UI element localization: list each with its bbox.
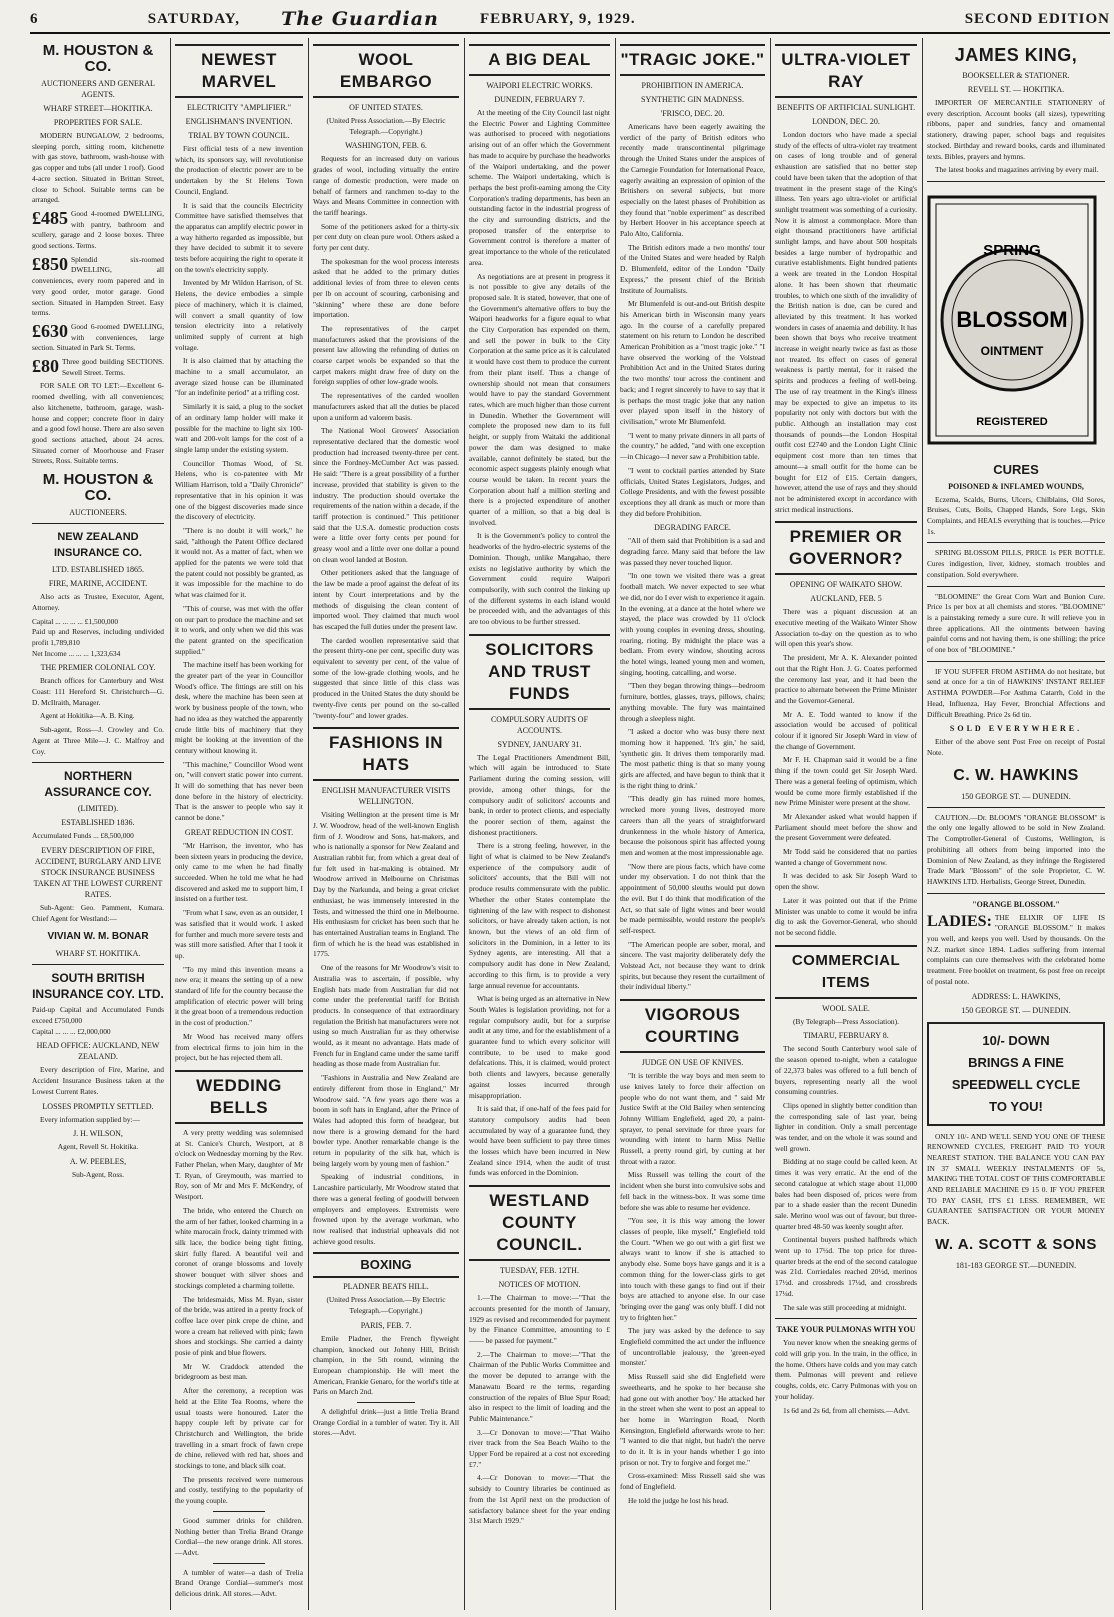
article-paragraph: Similarly it is said, a plug to the socket of an ordinary lamp holder will make it possible for the machine to light six 100-watt and 200-volt lamps for the cost of a single lamp under the existing system. (175, 402, 303, 454)
advert-paragraph: Good summer drinks for children. Nothing better than Trelia Brand Orange Cordial—the new orange drink. All stores.—Advt. (175, 1515, 303, 1557)
article-paragraph: "Then they began throwing things—bedroom furniture, bottles, glasses, trays, pillows, chairs; anything movable. The fury was maintained through a sleepless night. (620, 681, 765, 723)
ad-hawkins-name: C. W. HAWKINS (953, 766, 1079, 784)
article-paragraph: Bidding at no stage could be called keen. At times it was very erratic. At the end of the second catalogue at which stage about 11,000 bales had been disposed of, prices were from par to a shade easier than the recent Dunedin sale. Merino wool was out of favour, but three-quarter bred 48-50 was keenly sought after. (775, 1157, 917, 1231)
headline-fashions-in-hats: FASHIONS IN HATS (313, 727, 459, 781)
ad-orange-blossom-heading: "ORANGE BLOSSOM." (972, 899, 1060, 909)
ad-cures-heading: CURES (993, 461, 1039, 477)
article-paragraph: London doctors who have made a special study of the effects of ultra-violet ray treatment on cases of long trouble and of general exhaustion are satisfied that no better step could have been taken that the adoption of that treatment in the present stage of the King's illness. Ten years ago ultra-violet or artificial sunlight treatment was something of a curiosity. Now it is almost a commonplace. More than eight thousand practitioners have artificial sunlight lamps, and have about 500 hospitals besides a large number of hydropathic and curative establishments. Eight hundred patients a week are treated in the London Hospital alone. It has been shown that rheumatic troubles, to which one sixth of the invalidity of the British nation is due, can be cured and alleviated by this treatment. It has worked wonders in cases of anaemia and debility. It has been shown that boys who receive treatment increase in weight nearly twice as fast as those not treated. Its effect on cases of general weakness is partly mental, for it raised the spirits and produces a feeling of well-being. The use of ray treatment in the King's illness may be expected to give an impetus to its popularity not only with doctors but with the public. Although an installation may cost thousands of pounds—the London Hospital outfit cost £2740 and the London Light Clinic equipment cost more than ten times that amount—a small outfit for the home can be bought for £12 of £15. Certain dangers, however, attend the use of rays and they should not be administered except in accordance with strict medical instructions. (775, 130, 917, 514)
column-big-deal (469, 38, 610, 1610)
headline-tragic-joke: "TRAGIC JOKE." (620, 44, 765, 76)
ad-south-british-sub-role: Sub-Agent, Ross. (72, 1169, 124, 1179)
article-paragraph: 3.—Cr Donovan to move:—"That Waiho river track from the Sea Beach Waiho to the Upper Ford be repaired at a cost not exceeding £7." (469, 1427, 610, 1469)
article-paragraph: The National Wool Growers' Association representative declared that the domestic wool production had increased twenty-three per cent. since the Fordney-McCumber Act was passed. He said: "There is a great possibility of a further increase, provided that stability is given to the industry. The production should overtake the requirements of the nation within a decade, if the tariff protection is continued." This petitioner said that the U.S.A. domestic production costs were a little over forty cents per pound for greasy wool and a little over one dollar a pound on clean wool landed at Boston. (313, 426, 459, 564)
ad-caution-text: CAUTION.—Dr. BLOOM'S "ORANGE BLOSSOM" is the only one legally allowed to be sold in New Zealand. The Comptroller-General of Customs, Wellington, is prohibiting all others from being imported into the Dominion of New Zealand, as they infringe the Registered Trade Mark "Blossom" of the sole Proprietor, C. W. HAWKINS LTD. Herbalists, George Street, Dunedin. (927, 812, 1105, 886)
ad-pulmonas-text: You never know when the sneaking germs of cold will grip you. In the train, in the office, in the home. Others have colds and you may catch them. Pulmonas will prevent and relieve coughs, colds, etc. Carry Pulmonas with you on your holiday. (775, 1338, 917, 1401)
ad-capital-line: Capital ... ... ... £2,000,000 (32, 1026, 111, 1036)
cycle-line: BRINGS A FINE (968, 1054, 1064, 1070)
property-desc: Splendid six-roomed DWELLING, all conveniences, every room papered and in very good order, motor garage. Good section. Situated in Hampden Street. Easy terms. (32, 254, 164, 318)
divider (213, 1563, 264, 1564)
property-listing (32, 209, 164, 252)
headline-commercial-items: COMMERCIAL ITEMS (775, 945, 917, 999)
ad-asthma-text: IF YOU SUFFER FROM ASTHMA do not hesitate, but send at once for a tin of HAWKINS' INSTANT RELIEF ASTHMA POWDER—For Asthma Catarrh, Cold in the Head, Influenza, Hay Fever, Bronchial Affections and Difficult Breathing. Price 2s 6d tin. (927, 666, 1105, 719)
article-paragraph: The jury was asked by the defence to say Englefield committed the act under the influence of uncontrollable jealousy, the 'green-eyed monster.' (620, 1326, 765, 1368)
article-paragraph: The British editors made a two months' tour of the United States and were headed by Ralph D. Blumenfeld, editor of the London "Daily Express," the present chief of the British Institute of Journalists. (620, 242, 765, 295)
seal-text-low: OINTMENT (980, 343, 1044, 358)
headline-newest-marvel: NEWEST MARVEL (175, 44, 303, 98)
ad-james-king-text: The latest books and magazines arriving by every mail. (935, 165, 1099, 175)
subhead: NOTICES OF MOTION. (498, 1280, 581, 1290)
ad-south-british-agent-addr: Agent, Revell St. Hokitika. (57, 1142, 139, 1152)
article-paragraph: Cross-examined: Miss Russell said she was fond of Englefield. (620, 1471, 765, 1492)
seal-text-bottom: REGISTERED (976, 415, 1048, 428)
property-price: £485 (32, 208, 68, 228)
subhead: SYNTHETIC GIN MADNESS. (641, 95, 744, 104)
article-paragraph: "This deadly gin has ruined more homes, wrecked more young lives, destroyed more careers than all the years of straightforward drunkenness in the whole history of America, because the poisonous spirit has affected young men and women at the most impressionable age. (620, 794, 765, 857)
divider (775, 1318, 917, 1319)
article-paragraph: It is said that the councils Electricity Committee have satisfied themselves that the apparatus can amplify electric power in a way hitherto regarded as impossible, but they have decided to submit it to severe tests before acquiring the right to operate it on the town's electricity supply. (175, 200, 303, 274)
article-paragraph: "I asked a doctor who was busy there next morning how it happened. 'It's gin,' he said, 'synthetic gin. It drives them temporarily mad. The most pathetic thing is that so many young girls are affected, and have begun to think that it is the right thing to drink.' (620, 727, 765, 790)
column-newest-marvel (175, 38, 303, 1610)
ad-northern-ltd: (LIMITED). (77, 804, 119, 814)
dateline: TUESDAY, FEB. 12TH. (500, 1266, 579, 1276)
article-paragraph: Mr A. E. Todd wanted to know if the association would be accused of political colour if it ignored Sir Joseph Ward in view of the change of Government. (775, 709, 917, 751)
ad-south-british-sub: A. W. PEEBLES, (69, 1156, 127, 1166)
ad-houston-name: M. HOUSTON & CO. (42, 471, 154, 505)
column-rule (922, 38, 923, 1610)
article-paragraph: It is the Government's policy to control the headworks of the hydro-electric systems of the Dominion. Though, unlike Mangahao, there exists no legislative authority by which the Government could require Waipori compulsorily, with such control the linking up of the different systems in each island would be proceeded with, and the advantages of this are too obvious to be further stressed. (469, 531, 610, 627)
article-paragraph: "In one town we visited there was a great football match. We never expected to see what we did, nor do I ever wish to experience it again. In the evening, at a dance at the hotel where we stayed, the place was crowded by 11 o'clock with young couples in evening dress, shouting, roaring, rioting. By midnight the place was a bedlam. From every window, shouting across the hotel wings, leaned young men and women, singing, hooting, catcalling, and worse. (620, 571, 765, 677)
paper-name: The Guardian (281, 8, 439, 30)
ad-james-king-name: JAMES KING, (954, 45, 1078, 65)
ad-address-line: 150 GEORGE ST. — DUNEDIN. (961, 1005, 1071, 1015)
ad-ladies-big: LADIES: (927, 912, 992, 930)
ad-james-king-role: BOOKSELLER & STATIONER. (962, 71, 1070, 80)
ad-capital-line: Paid-up Capital and Accumulated Funds exceed £750,000 (32, 1005, 164, 1026)
ad-hawkins-address: 150 GEORGE ST. — DUNEDIN. (961, 791, 1071, 801)
dateline: PARIS, FEB. 7. (360, 1320, 412, 1330)
article-paragraph: Invented by Mr Wildon Harrison, of St. Helens, the device embodies a simple piece of machinery, which it is claimed, will convert a small quantity of low tension electricity into a relatively unlimited supply of current at high voltage. (175, 278, 303, 352)
ad-northern-desc: EVERY DESCRIPTION OF FIRE, ACCIDENT, BURGLARY AND LIVE STOCK INSURANCE BUSINESS TAKEN AT THE LOWEST CURRENT RATES. (33, 845, 163, 899)
ad-ladies-text: THE ELIXIR OF LIFE IS "ORANGE BLOSSOM." It makes you well, and keeps you well. Used by thousands. On the N.Z. market since 1894. Ladies suffering from internal complaints can cure themselves with the celebrated home treatment. Free booklet on treatment, 6s post free on receipt of postal note. (927, 912, 1105, 986)
ad-northern-est: ESTABLISHED 1836. (61, 818, 135, 828)
ad-houston-role: AUCTIONEERS AND GENERAL AGENTS. (41, 79, 155, 99)
property-price: £80 (32, 357, 59, 377)
article-paragraph: It is also claimed that by attaching the machine to a small accumulator, an average sized house can be illuminated "for an indefinite period" at a trifling cost. (175, 356, 303, 398)
article-paragraph: 2.—The Chairman to move:—"That the Chairman of the Public Works Committee and the mover be deputed to arrange with the Manawatu Board re the terms, regarding construction of the repairs of Blue Spur Road; also in respect to the limit of loading and the Public Maintenance." (469, 1349, 610, 1423)
property-price: £630 (32, 321, 68, 341)
ad-capital-line: Paid up and Reserves, including undivided profit 1,789,810 (32, 627, 164, 647)
ad-capital-line: Net Income ... ... ... 1,323,634 (32, 648, 121, 658)
property-listing (32, 255, 164, 319)
article-paragraph: "From what I saw, even as an outsider, I was satisfied that it would work. I asked for further and much more severe tests and was still more satisfied. After that I took it up. (175, 908, 303, 960)
ad-nz-insurance-branch: Branch offices for Canterbury and West Coast: 111 Hereford St. Christchurch—G. D. McIlraith, Manager. (32, 676, 164, 707)
property-desc: Good 6-roomed DWELLING, with conveniences, large section. Situated in Park St. Terms. (32, 321, 164, 353)
seal-text-middle: BLOSSOM (956, 306, 1068, 332)
ad-northern-agent: Sub-Agent: Geo. Pamment, Kumara. Chief Agent for Westland:— (32, 902, 164, 923)
dateline: DUNEDIN, FEBRUARY 7. (494, 95, 585, 104)
subhead: WAIPORI ELECTRIC WORKS. (486, 81, 593, 90)
headline-big-deal: A BIG DEAL (469, 44, 610, 76)
cycle-line: 10/- DOWN (982, 1032, 1050, 1048)
article-paragraph: Other petitioners asked that the language of the law be made a proof against the defeat of its intent by Court interpretations and by the methods of disguising the clean content of imported wool. They claimed that much wool has escaped the full duties under the present law. (313, 568, 459, 631)
ad-nz-insurance-name: NEW ZEALAND INSURANCE CO. (53, 531, 142, 560)
ad-bloomine-text: "BLOOMINE" the Great Corn Wart and Bunion Cure. Price 1s per box at all chemists and stores. "BLOOMINE" is a painstaking remedy a sure cure. It will relieve you in three applications. All the ointments between having painful corns and not having them, is one shilling; the price of one box of "BLOOMINE." (927, 591, 1105, 655)
property-listing: MODERN BUNGALOW, 2 bedrooms, sleeping porch, sitting room, kitchenette with gas stove, bathroom, wash-house with gas copper and tubs (all under 1 roof). Good 4-acre section. Situated in Brittan Street, close to School. Suitable terms can be arranged. (32, 131, 164, 205)
column-ads-right (927, 38, 1105, 1610)
property-listing (32, 322, 164, 354)
ad-nz-insurance-est: LTD. ESTABLISHED 1865. (52, 565, 144, 575)
subhead: DEGRADING FARCE. (654, 523, 731, 533)
ad-speedwell-cycle-box (927, 1022, 1105, 1126)
divider (32, 762, 164, 763)
article-paragraph: The president, Mr A. K. Alexander pointed out that the Right Hon. J. G. Coates performed the ceremony last year, and it had been the practice to alternate between the Prime Minister and the Governor-General. (775, 653, 917, 705)
ad-houston-address: WHARF STREET—HOKITIKA. (43, 104, 153, 113)
headline-premier-or-governor: PREMIER OR GOVERNOR? (775, 521, 917, 575)
article-paragraph: Speaking of industrial conditions, in Lancashire particularly, Mr Woodrow stated that there was a general feeling of goodwill between employers and employees. Extremists were frowned upon by the average workman, who now realised that industrial upheavals did not achieve good results. (313, 1172, 459, 1246)
article-paragraph: Continental buyers pushed halfbreds which went up to 17½d. The top price for three-quarter breds at the end of the second catalogue was 21d. Corriedales reached 20½d, merinos 17½d. and crossbreds 17¼d, and crossbreds 17¼d. (775, 1235, 917, 1298)
ad-south-british-name: SOUTH BRITISH INSURANCE COY. LTD. (32, 971, 164, 1002)
article-paragraph: Visiting Wellington at the present time is Mr J. W. Woodrow, head of the well-known English firm of J. Woodrow and Sons, hat-makers, and who is nationally a sponsor for New Zealand and Australian rabbit fur, from which a great deal of fur felt used in hat-making is obtained. Mr Woodrow arrived in Melbourne on Christmas Day by the Narkunda, and being a great cricket enthusiast, he was immensely interested in the Tests, and witnessed the third one in Melbourne. His enthusiasm for cricket has been such that he has entertained Australian teams in England. The firm of which he is the head was established in 1775. (313, 810, 459, 959)
dateline: AUCKLAND, FEB. 5 (810, 594, 882, 604)
column-ultra-violet (775, 38, 917, 1610)
spring-blossom-seal-logo (927, 195, 1097, 445)
article-paragraph: 4.—Cr Donovan to move:—"That the subsidy to Country libraries be continued as from the 1st April next on the production of satisfactory balance sheet for the year ending 31st March 1929." (469, 1473, 610, 1526)
ad-south-british-info: Every information supplied by:— (40, 1114, 140, 1124)
ad-james-king-text: IMPORTER OF MERCANTILE STATIONERY of every description. Account books (all sizes), typewriting ribbons, paper and sundries, fancy and ornamental stationery, drawing paper, school bags and requisites stocked. Birthday and reward books, cards and illuminated texts. Bibles, prayers and hymns. (927, 98, 1105, 161)
article-paragraph: There was a piquant discussion at an executive meeting of the Waikato Winter Show Association to-day on the question as to who will open this year's show. (775, 607, 917, 649)
credit-line: (United Press Association.—By Electric Telegraph.—Copyright.) (326, 116, 446, 136)
article-paragraph: "Mr Harrison, the inventor, who has been sixteen years in producing the device, only came to me when he had finally succeeded. When he told me what he had discovered and asked me to support him, I insisted on a further test. (175, 840, 303, 904)
article-paragraph: Clips opened in slightly better condition than the corresponding sale of last year, being lighter in condition. Only a small percentage was tender, and on the whole it was sound and well grown. (775, 1100, 917, 1153)
article-paragraph: After the ceremony, a reception was held at the Elite Tea Rooms, where the usual toasts were honoured. Later the happy couple left by private car for Christchurch and Wellington, the bride travelling in a smart frock of fawn crepe de chine, relieved with red hat, shoes and stockings to tone, and black silk coat. (175, 1386, 303, 1471)
advert-paragraph: A delightful drink—just a little Trelia Brand Orange Cordial in a tumbler of water. Try it. All stores.—Advt. (313, 1407, 459, 1438)
ad-nz-insurance-agent: Agent at Hokitika—A. B. King. (40, 711, 135, 721)
ad-nz-insurance-trust: Also acts as Trustee, Executor, Agent, Attorney. (32, 592, 164, 612)
article-paragraph: Emile Pladner, the French flyweight champion, knocked out Johnny Hill, British champion, in the 5th round, winning the European championship. He will meet the American, Frankie Genaro, for the world's title at Paris on March 2nd. (313, 1333, 459, 1397)
article-paragraph: Mr Todd said he considered that no parties wanted a change of Government now. (775, 847, 917, 867)
article-paragraph: Miss Russell said she did Englefield were sweethearts, and he spoke to her because she had gone out with another 'boy.' He attacked her in the street when she went to post an appeal to her home in Warrington Road, North Kensington, Englefield afterwards wrote to her: "I wanted to die that night, but hadn't the nerve to do it. It is in your hands whether I go into prison or not. Try to forgive and forget me." (620, 1372, 765, 1467)
cycle-line: TO YOU! (989, 1098, 1043, 1114)
subhead: ENGLISHMAN'S INVENTION. (185, 117, 293, 126)
article-paragraph: It is said that, if one-half of the fees paid for statutory compulsory audits had been accumulated by way of a guarantee fund, they would have been sufficient to pay three times the losses which have been incurred in New Zealand since 1914, when the audit of trust funds was enforced in the Dominion. (469, 1104, 610, 1178)
ad-nz-insurance-lines: FIRE, MARINE, ACCIDENT. (48, 579, 148, 589)
divider (32, 523, 164, 524)
advert-paragraph: A tumbler of water—a dash of Trelia Brand Orange Cordial—summer's most delicious drink. All stores.—Advt. (175, 1567, 303, 1599)
article-paragraph: "I went to many private dinners in all parts of the country," he added, "and with one exception—in Chicago—I never saw a Prohibition table. (620, 430, 765, 462)
property-desc: Good 4-roomed DWELLING, with pantry, bathroom and scullery, garage and 2 loose boxes. Three good sections. Terms. (32, 208, 164, 251)
article-paragraph: He told the judge he lost his head. (628, 1495, 729, 1505)
ad-address-line: ADDRESS: L. HAWKINS, (971, 991, 1061, 1001)
column-tragic-joke (620, 38, 765, 1610)
credit-line: (United Press Association.—By Electric Telegraph.—Copyright.) (326, 1295, 446, 1316)
article-paragraph: Some of the petitioners asked for a thirty-six per cent duty on clean pure wool. Others asked a forty per cent duty. (313, 221, 459, 253)
dateline: TIMARU, FEBRUARY 8. (803, 1031, 889, 1041)
ad-south-british-desc: Every description of Fire, Marine, and Accident Insurance Business taken at the Lowest Current Rates. (32, 1065, 164, 1096)
ad-sold-everywhere: SOLD EVERYWHERE. (949, 724, 1083, 734)
subhead: TRIAL BY TOWN COUNCIL. (188, 131, 290, 140)
article-paragraph: The second South Canterbury wool sale of the season opened to-night, when a catalogue of 22,373 bales was offered to a full bench of buyers, representing nearly all the wool consuming countries. (775, 1044, 917, 1097)
article-paragraph: The machine itself has been working for the greater part of the year in Councillor Wood's office. The fittings are still on his desk, where the machine has been seen at work by business people of the town, who had no idea as they watched the apparently crude little bits of machinery that they might be looking at the invention of the century without knowing it. (175, 660, 303, 755)
subhead: OPENING OF WAIKATO SHOW. (789, 580, 903, 590)
article-paragraph: Mr Wood has received many offers from electrical firms to join him in the project, but he has rejected them all. (175, 1031, 303, 1063)
article-paragraph: "Fashions in Australia and New Zealand are entirely different from those in England," Mr Woodrow said. "A few years ago there was a boom in soft hats in England, after the Prince of Wales had adopted this form of headgear, but now there is a growing demand for the hard bowler type. Another remarkable change is the return in popularity of the silk hat, which is being largely worn by young men of fashion." (313, 1073, 459, 1168)
article-paragraph: 1.—The Chairman to move:—"That the accounts presented for the month of January, 1929 as revised and recommended for payment by the Finance Committee, amounting to £—— be passed for payment." (469, 1293, 610, 1345)
article-paragraph: "You see, it is this way among the lower classes of people, like myself," Englefield told the Court. "When we go out with a girl first we always want to know if she is attached to anybody else. Some boys have gangs and it is a common thing for the lower-class girls to get into touch with these gangs to find out if their boys are attached to anyone else. In our case 'bringing over the gang' was only bluff. I did not try to frighten her." (620, 1216, 765, 1322)
headline-boxing: BOXING (313, 1252, 459, 1278)
headline-solicitors-trust-funds: SOLICITORS AND TRUST FUNDS (469, 634, 610, 710)
ad-northern-chief: VIVIAN W. M. BONAR (47, 931, 149, 943)
subhead: ENGLISH MANUFACTURER VISITS WELLINGTON. (321, 786, 451, 807)
article-paragraph: One of the reasons for Mr Woodrow's visit to Australia was to ascertain, if possible, why English hats made from Australian fur did not come under the preferential tariff for British products. In consequence of that extraordinary regulation the British hat manufacturers were not using so much Australian fur as they otherwise would, as it meant no advantage. Hats made of French fur in England came under the same tariff heading as those made from Australian fur. (313, 963, 459, 1069)
article-paragraph: A very pretty wedding was solemnised at St. Canice's Church, Westport, at 8 o'clock on Wednesday morning by the Rev. Father Phelan, when Mary, daughter of Mr T. Ryan, of Greymouth, was married to Roy, son of Mr and Mrs F. McKendry, of Westport. (175, 1127, 303, 1202)
divider (927, 586, 1105, 587)
ad-nz-insurance-sub: Sub-agent, Ross—J. Crowley and Co. Agent at Three Mile—J. C. Malfroy and Coy. (32, 725, 164, 756)
subhead: COMPULSORY AUDITS OF ACCOUNTS. (490, 714, 589, 735)
ad-pulmonas-heading: TAKE YOUR PULMONAS WITH YOU (776, 1325, 916, 1335)
subhead: ELECTRICITY "AMPLIFIER." (186, 103, 291, 112)
article-paragraph: "This machine," Councillor Wood went on, "will convert static power into current. It will do something that has never been done before in the history of electricity. That is the answer to people who say it cannot be done." (175, 759, 303, 823)
ad-post-free: Either of the above sent Post Free on receipt of Postal Note. (927, 737, 1105, 757)
article-paragraph: The sale was still proceeding at midnight. (783, 1302, 907, 1312)
article-paragraph: "All of them said that Prohibition is a sad and degrading farce. Many said that before the law was passed they never touched liquor. (620, 536, 765, 567)
article-paragraph: The spokesman for the wool process interests asked that he added to the primary duties additional levies of from three to eleven cents per lb on account of scouring, carbonising and "skinning" where these are done before importation. (313, 256, 459, 320)
edition-label: SECOND EDITION (964, 10, 1110, 27)
ad-nz-insurance-colonial: THE PREMIER COLONIAL COY. (40, 663, 156, 673)
article-paragraph: "I went to cocktail parties attended by State officials, United States Legislators, Judges, and College Presidents, and with the fewest possible exceptions they all drank as much or more than they did before Prohibition. (620, 465, 765, 518)
ad-cycle-text: ONLY 10/- AND WE'LL SEND YOU ONE OF THESE RENOWNED CYCLES, FREIGHT PAID TO YOUR NEAREST STATION. THE BALANCE YOU CAN PAY IN 37 SMALL WEEKLY INSTALMENTS OF 5s, MAKING THE TOTAL COST OF THIS COMFORTABLE AND RELIABLE MACHINE £9 15 0. IF YOU PREFER TO PAY CASH, IT'S £1 LESS. REMEMBER, WE GUARANTEE SATISFACTION OR YOUR MONEY BACK. (927, 1131, 1105, 1227)
article-paragraph: It was decided to ask Sir Joseph Ward to open the show. (775, 871, 917, 892)
article-paragraph: "This of course, was met with the offer on our part to produce the machine and set it to work, and only when we did this was the patent granted on the specification supplied." (175, 603, 303, 656)
article-paragraph: Councillor Thomas Wood, of St. Helens, who is co-patentee with Mr William Harrison, told a "Daily Chronicle" representative that in his opinion it was one of the biggest discoveries made since the discovery of electricity. (175, 458, 303, 522)
divider (927, 542, 1105, 543)
column-rule (770, 38, 771, 1610)
column-rule (464, 38, 465, 1610)
dateline: LONDON, DEC. 20. (812, 117, 880, 126)
article-paragraph: Americans have been eagerly awaiting the verdict of the party of British editors who recently made transcontinental pilgrimage through the United States under the auspices of the Carnegie Foundation for International Peace, eagerly awaiting an expression of opinion of the Britishers on several subjects, but more especially on the latest phases of Prohibition as they found that "noble experiment" as described by Herbert Hoover in his acceptance speech at Palo Alto, California. (620, 122, 765, 239)
headline-wool-embargo: WOOL EMBARGO (313, 44, 459, 98)
article-paragraph: The representatives of the carded woollen manufacturers asked that all the duties be placed upon a uniform ad valorem basis. (313, 391, 459, 422)
subhead: WOOL SALE. (822, 1003, 870, 1013)
ad-scott-name: W. A. SCOTT & SONS (935, 1235, 1097, 1253)
article-paragraph: "To my mind this invention means a new era; it means the setting up of a new standard of life for the country because the amplification of electric power will bring it the great boon of a tremendous reduction in the cost of production." (175, 964, 303, 1028)
ad-cures-sub: POISONED & INFLAMED WOUNDS, (948, 481, 1084, 491)
article-paragraph: "It is terrible the way boys and men seem to use knives lately to force their affection on people who do not want them, and " said Mr Justice Swift at the Old Bailey when sentencing Johnny William Englefield, aged 20, a paint-sprayer, to penal servitude for three years for wounding with intent to harm Miss Nellie Russell, a pretty round girl, by cutting at her throat with a razor. (620, 1071, 765, 1166)
article-paragraph: First official tests of a new invention which, its sponsors say, will revolutionise the production of electric power are to be undertaken by the St Helens Town Council, England. (175, 144, 303, 196)
article-paragraph: Requests for an increased duty on various grades of wool, including virtually the entire range of domestic production, were made on behalf of farmers and ranchmen to-day to the Ways and Means Committee in connection with the tariff hearings. (313, 154, 459, 217)
divider (927, 807, 1105, 808)
divider (213, 1511, 264, 1512)
ad-cures-text: Eczema, Scalds, Burns, Ulcers, Chilblains, Old Sores, Bruises, Cuts, Boils, Chapped Hands, Sore Legs, Skin Complaints, and HEALS everything that is touches.—Price 1s. (927, 494, 1105, 536)
property-price: £850 (32, 254, 68, 274)
properties-heading: PROPERTIES FOR SALE. (53, 118, 143, 127)
article-paragraph: The Legal Practitioners Amendment Bill, which will again be introduced to State Parliament during the coming session, will provide, among other things, for the compulsory audit of solicitors' accounts and bank, in order to protect clients, and especially the poorer section of them, against the dishonest practitioners. (469, 752, 610, 837)
subhead: PROHIBITION IN AMERICA. (641, 81, 744, 90)
ad-south-british-losses: LOSSES PROMPTLY SETTLED. (42, 1101, 154, 1111)
cycle-line: SPEEDWELL CYCLE (951, 1076, 1081, 1092)
article-paragraph: The bridesmaids, Miss M. Ryan, sister of the bride, was attired in a pretty frock of coffee lace over pink crepe de chine, and wore a cream hat relieved with pink; fawn shoes and stockings. She carried a dainty posie of pink and blue flowers. (175, 1294, 303, 1358)
masthead-day: SATURDAY, (147, 10, 240, 27)
masthead (30, 6, 1110, 34)
dateline: SYDNEY, JANUARY 31. (497, 739, 582, 749)
article-paragraph: "There is no doubt it will work," he said, "although the Patent Office declared it would not. As a matter of fact, when we applied for the patents we were told that the patent could not possibly be granted, as it was impossible for the machine to do what was claimed for it. (175, 525, 303, 600)
column-houston-ads (32, 38, 164, 1610)
divider (357, 1402, 415, 1403)
subhead: OF UNITED STATES. (349, 103, 423, 112)
subhead: JUDGE ON USE OF KNIVES. (641, 1058, 744, 1068)
article-paragraph: Mr Alexander asked what would happen if Parliament should meet before the show and the present Government were defeated. (775, 811, 917, 843)
article-paragraph: The bride, who entered the Church on the arm of her father, looked charming in a white marocain frock, dainty trimmed with silk lace, the bodice being tight fitting, skirt fully flared. A beautiful veil and coronet of orange blossoms and lovely shower bouquet with silver shoes and stockings completed a charming toilette. (175, 1205, 303, 1290)
headline-vigorous-courting: VIGOROUS COURTING (620, 999, 765, 1053)
divider (927, 661, 1105, 662)
ad-houston-role: AUCTIONEERS. (69, 508, 127, 518)
property-desc: Three good building SECTIONS. Sewell Street. Terms. (62, 357, 164, 377)
column-rule (615, 38, 616, 1610)
subhead: PLADNER BEATS HILL. (343, 1282, 429, 1292)
column-rule (170, 38, 171, 1610)
ad-james-king-address: REVELL ST. — HOKITIKA. (967, 85, 1065, 94)
article-paragraph: "Now there are pious facts, which have come under my observation. I do not think that the appointment of 50,000 sleuths would put down the evil. But I do think that modification of the Act, so that sale of light wines and beer would be made permissible, would restore the people's self-respect. (620, 861, 765, 935)
ad-scott-address: 181-183 GEORGE ST.—DUNEDIN. (955, 1260, 1077, 1270)
seal-text-top: SPRING (983, 241, 1041, 259)
article-paragraph: Miss Russell was telling the court of the incident when she burst into convulsive sobs and fell back in the witness-box. It was some time before she was able to resume her evidence. (620, 1170, 765, 1212)
article-paragraph: At the meeting of the City Council last night the Electric Power and Lighting Committee was authorised to proceed with negotiations arising out of an offer which the Government has made to acquire by purchase the headworks of the Waipori undertaking, and the power scheme. The Waipori undertaking, which is perhaps the best profit-earning among the City Corporation's trading departments, has been an outstanding factor in the industrial progress of the city and surrounding districts, and the proposed transfer of the enterprise to Government control is therefore a matter of great importance to the whole of the reticulated area. (469, 108, 610, 267)
subhead: GREAT REDUCTION IN COST. (184, 827, 294, 837)
column-wool-embargo (313, 38, 459, 1610)
property-listing (32, 357, 164, 378)
dateline: WASHINGTON, FEB. 6. (345, 141, 427, 151)
article-paragraph: As negotiations are at present in progress it is not possible to give any details of the proposed sale. It is stated, however, that one of the Government's alternative offers to buy the Waipori headworks for a figure equal to what the City Corporation has expended on them, and sell the power in bulk to the City Corporation at the same price as it is calculated it would have cost them to produce the current from their plant itself. Thus a change of ownership should not mean that consumers would have to pay the standard Government rates, which are much higher than those current in Dunedin. Whether the Government will complete the proposed new dam to its full height, or supply from Waitaki the additional power the dam was designed to make available, cannot definitely be stated, but the economic aspect suggests plainly enough what course would be taken. In recent years the Corporation about half a million sterling and there is a projected expenditure of another quarter of a million, so that a big deal is involved. (469, 271, 610, 527)
divider (32, 964, 164, 965)
ad-northern-funds: Accumulated Funds ... £8,500,000 (32, 831, 134, 841)
subhead: BENEFITS OF ARTIFICIAL SUNLIGHT. (776, 103, 916, 112)
article-paragraph: Mr W. Craddock attended the bridegroom as best man. (175, 1361, 303, 1382)
article-paragraph: "The American people are sober, moral, and sincere. The vast majority deliberately defy the Volstead Act, not because they want to drink spirits, but because they resent the curtailment of their individual liberty." (620, 939, 765, 992)
article-paragraph: Later it was pointed out that if the Prime Minister was unable to come it would be infra dig to ask the Governor-General, who should not be second fiddle. (775, 895, 917, 937)
article-paragraph: There is a strong feeling, however, in the light of what is claimed to be New Zealand's experience of the compulsory audit of solicitors' accounts, that the Bill will not produce results commensurate with the public. Whether the other States contemplate the tightening of the law with respect to dishonest solicitors, or have already taken action, is not known, but the views of an old firm of solicitors in the Dominion, in a letter to its Sydney agents, are interesting. All that a compulsory audit has done in New Zealand, according to this firm, is to provide a very large annual revenue for accountants. (469, 841, 610, 990)
ad-pulmonas-price: 1s 6d and 2s 6d, from all chemists.—Advt. (783, 1405, 910, 1415)
ad-ladies (927, 913, 1105, 988)
dateline: 'FRISCO, DEC. 20. (660, 109, 725, 118)
article-paragraph: What is being urged as an alternative in New South Wales is legislation providing, not for a regular compulsory audit, but for a surprise audit at any time, and for the establishment of a guarantee fund to which every solicitor will contribute, to be used to make good defalcations. This, it is claimed, would protect both clients and lawyers, because generally against losses incurred through misappropriation. (469, 994, 610, 1100)
column-rule (308, 38, 309, 1610)
article-paragraph: Mr F. H. Chapman said it would be a fine thing if the town could get Sir Joseph Ward. There was a general feeling of optimism, which would be come more firmly established if the new Prime Minister were present at the show. (775, 755, 917, 808)
headline-ultra-violet-ray: ULTRA-VIOLET RAY (775, 44, 917, 98)
ad-capital-line: Capital ... ... ... ... £1,500,000 (32, 616, 119, 626)
property-listing: FOR SALE OR TO LET:—Excellent 6-roomed dwelling, with all conveniences; also kitchenette, bathroom, garage, wash-house and copper; concrete floor in dairy and a good fowl house. There are also seven good sections attached, about 24 acres. Situated corner of Moorhouse and Fraser Streets, Ross. Suitable terms. (32, 381, 164, 466)
ad-houston-name: M. HOUSTON & CO. (42, 42, 154, 75)
ad-south-british-office: HEAD OFFICE: AUCKLAND, NEW ZEALAND. (36, 1041, 160, 1062)
ad-northern-name: NORTHERN ASSURANCE COY. (44, 769, 152, 800)
article-paragraph: Mr Blumenfeld is out-and-out British despite his American birth in Wisconsin many years ago. In the course of a carefully prepared statement on his return to London he described American Prohibition as a "most tragic joke." "I have observed the working of the Volstead Prohibition Act and in the United States during the two months' tour across the continent and back; and I regret sincerely to have to say that it is perhaps the most tragic joke that any nation ever played upon itself in the history of civilisation," wrote Mr Blumenfeld. (620, 299, 765, 426)
headline-westland-county-council: WESTLAND COUNTY COUNCIL. (469, 1185, 610, 1261)
article-paragraph: The carded woollen representative said that the present thirty-one per cent, specific duty was equivalent to seventy per cent, of the value of some of the low-grade clothing wools, and he suggested that since little of this class was produced in the United States the duty should be twenty-five cents per pound on the so-called "twenty-four" and lower grades. (313, 635, 459, 720)
ad-pills-text: SPRING BLOSSOM PILLS, PRICE 1s PER BOTTLE. Cures indigestion, liver, kidney, stomach troubles and constipation. Sold everywhere. (927, 548, 1105, 579)
headline-wedding-bells: WEDDING BELLS (175, 1070, 303, 1124)
divider (927, 181, 1105, 182)
page-number: 6 (30, 10, 39, 27)
ad-northern-addr: WHARF ST. HOKITIKA. (55, 949, 141, 959)
credit-line: (By Telegraph—Press Association). (793, 1016, 899, 1026)
article-paragraph: The presents received were numerous and costly, testifying to the popularity of the young couple. (175, 1474, 303, 1506)
article-paragraph: The representatives of the carpet manufacturers asked that the provisions of the present law allowing the refunding of duties on coarse carpet wools be expanded so that the carpet makers might draw free of duty on the foreign supplies of other low-grade wools. (313, 323, 459, 387)
ad-south-british-agent: J. H. WILSON, (73, 1129, 123, 1139)
divider (927, 893, 1105, 894)
masthead-date: FEBRUARY, 9, 1929. (480, 10, 636, 27)
